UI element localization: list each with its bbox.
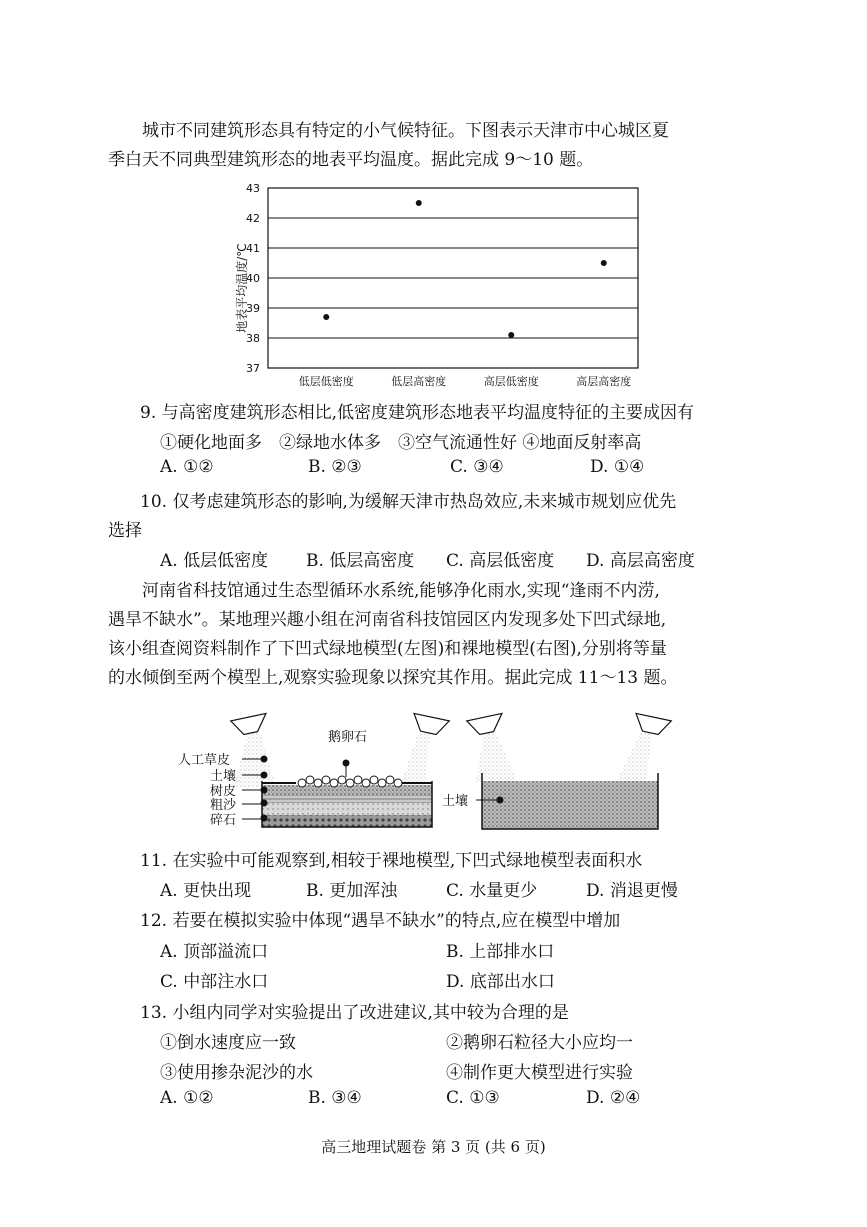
bare-soil-label: 土壤 xyxy=(442,794,469,809)
q12-option-b: B. 上部排水口 xyxy=(446,942,555,962)
chart-ytick-label: 39 xyxy=(246,302,260,315)
experiment-diagram xyxy=(176,697,696,837)
chart-ylabel: 地表平均温度/℃ xyxy=(235,243,249,333)
layer-label-soil: 土壤 xyxy=(210,769,237,784)
chart-xtick-label: 低层低密度 xyxy=(298,375,354,388)
chart-data-point xyxy=(601,260,607,266)
q13-option-d: D. ②④ xyxy=(586,1088,641,1108)
q12-stem: 12. 若要在模拟实验中体现“遇旱不缺水”的特点,应在模型中增加 xyxy=(140,911,621,931)
left-water-pourer-left xyxy=(231,713,276,787)
q11-option-b: B. 更加浑浊 xyxy=(306,881,398,901)
q9-option-d: D. ①④ xyxy=(590,457,645,477)
intro2-line4: 的水倾倒至两个模型上,观察实验现象以探究其作用。据此完成 11～13 题。 xyxy=(108,668,678,688)
q12-option-c: C. 中部注水口 xyxy=(160,972,269,992)
chart-ytick-label: 41 xyxy=(246,242,260,255)
intro2-line2: 遇旱不缺水”。某地理兴趣小组在河南省科技馆园区内发现多处下凹式绿地, xyxy=(108,610,667,630)
layer-label-turf: 人工草皮 xyxy=(178,753,231,768)
q13-stem: 13. 小组内同学对实验提出了改进建议,其中较为合理的是 xyxy=(140,1003,569,1023)
q10-stem-line2: 选择 xyxy=(108,521,142,541)
chart-xtick-label: 高层低密度 xyxy=(483,375,539,388)
q9-option-a: A. ①② xyxy=(160,457,214,477)
q13-option-b: B. ③④ xyxy=(308,1088,362,1108)
q13-item-2: ②鹅卵石粒径大小应均一 xyxy=(446,1033,633,1053)
q13-item-1: ①倒水速度应一致 xyxy=(160,1033,296,1053)
chart-data-point xyxy=(508,332,514,338)
chart-data-point xyxy=(416,200,422,206)
temperature-scatter-chart xyxy=(222,180,662,395)
chart-data-point xyxy=(323,314,329,320)
left-water-pourer-right xyxy=(398,713,449,792)
layer-label-gravel: 碎石 xyxy=(210,813,237,828)
right-water-pourer-right xyxy=(616,713,671,782)
q9-option-b: B. ②③ xyxy=(308,457,362,477)
chart-ytick-label: 40 xyxy=(246,272,260,285)
q10-option-c: C. 高层低密度 xyxy=(446,551,555,571)
chart-xtick-label: 低层高密度 xyxy=(391,375,447,388)
chart-xtick-label: 高层高密度 xyxy=(576,375,632,388)
page-footer: 高三地理试题卷 第 3 页 (共 6 页) xyxy=(321,1138,546,1156)
chart-ytick-label: 38 xyxy=(246,332,260,345)
q13-option-a: A. ①② xyxy=(160,1088,214,1108)
intro2-line3: 该小组查阅资料制作了下凹式绿地模型(左图)和裸地模型(右图),分别将等量 xyxy=(108,639,667,659)
q13-option-c: C. ①③ xyxy=(446,1088,500,1108)
q12-option-a: A. 顶部溢流口 xyxy=(160,942,269,962)
q10-stem-line1: 10. 仅考虑建筑形态的影响,为缓解天津市热岛效应,未来城市规划应优先 xyxy=(140,492,677,512)
layer-label-bark: 树皮 xyxy=(210,784,237,799)
intro1-line2: 季白天不同典型建筑形态的地表平均温度。据此完成 9～10 题。 xyxy=(108,150,594,170)
q12-option-d: D. 底部出水口 xyxy=(446,972,555,992)
q10-option-b: B. 低层高密度 xyxy=(306,551,415,571)
intro2-line1: 河南省科技馆通过生态型循环水系统,能够净化雨水,实现“逢雨不内涝, xyxy=(142,581,660,601)
q13-item-4: ④制作更大模型进行实验 xyxy=(446,1063,633,1083)
layer-label-coarse-sand: 粗沙 xyxy=(210,798,237,813)
chart-ytick-label: 43 xyxy=(246,182,260,195)
bare-soil-model xyxy=(442,773,658,829)
pebble-label: 鹅卵石 xyxy=(328,730,368,745)
chart-ytick-label: 37 xyxy=(246,362,260,375)
q11-option-d: D. 消退更慢 xyxy=(586,881,678,901)
q10-option-a: A. 低层低密度 xyxy=(160,551,269,571)
green-space-model xyxy=(178,730,432,828)
q9-option-c: C. ③④ xyxy=(450,457,504,477)
q11-option-c: C. 水量更少 xyxy=(446,881,538,901)
intro1-line1: 城市不同建筑形态具有特定的小气候特征。下图表示天津市中心城区夏 xyxy=(142,121,669,141)
q9-stem: 9. 与高密度建筑形态相比,低密度建筑形态地表平均温度特征的主要成因有 xyxy=(140,403,695,423)
right-water-pourer-left xyxy=(467,713,518,782)
q10-option-d: D. 高层高密度 xyxy=(586,551,695,571)
q11-stem: 11. 在实验中可能观察到,相较于裸地模型,下凹式绿地模型表面积水 xyxy=(140,851,643,871)
q9-items: ①硬化地面多 ②绿地水体多 ③空气流通性好 ④地面反射率高 xyxy=(160,433,642,453)
q11-option-a: A. 更快出现 xyxy=(160,881,252,901)
chart-ytick-label: 42 xyxy=(246,212,260,225)
q13-item-3: ③使用掺杂泥沙的水 xyxy=(160,1063,313,1083)
